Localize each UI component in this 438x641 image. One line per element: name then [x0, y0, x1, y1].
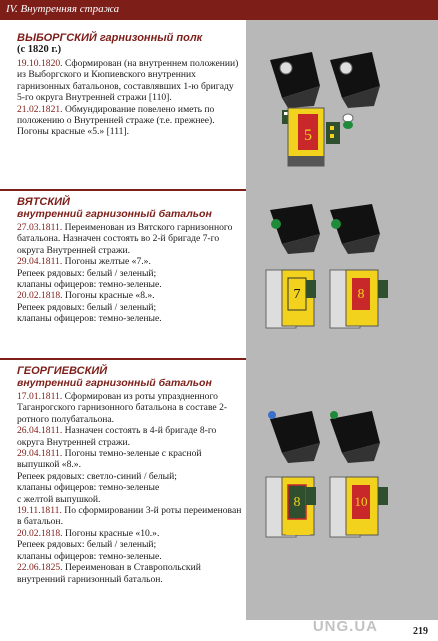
entry-line: Репеек рядовых: белый / зеленый; [17, 539, 157, 551]
entry-date: 22.06.1825. [17, 562, 63, 574]
header-title: IV. Внутренняя стража [6, 3, 120, 15]
entry [17, 505, 243, 528]
entry-text: Погоны желтые «7.». [64, 256, 151, 268]
entry-date: 26.04.1811. [17, 425, 63, 437]
entry-text: Обмундирование повелено иметь по положению о Внутренней страже (т.е. прежнее). Погоны красные «5.» [111]. [17, 103, 215, 138]
entry [17, 528, 243, 539]
epaulette-icon [288, 108, 340, 166]
entry-date: 29.04.1811. [17, 448, 63, 460]
entry [17, 391, 243, 425]
entry-text: Погоны красные «10.». [64, 527, 160, 539]
section-vyborg [17, 32, 243, 138]
section-divider [0, 189, 246, 191]
epaulette-icon [330, 270, 388, 328]
uniform-illustrations-georgievsk [262, 405, 438, 555]
shako-icon [270, 52, 320, 108]
pompon-icon [343, 114, 353, 129]
epaulette-number: 5 [304, 127, 312, 144]
epaulette-number: 8 [357, 287, 365, 302]
shako-icon [330, 204, 380, 254]
uniform-illustrations-vyatka [262, 200, 438, 335]
entry [17, 290, 243, 301]
epaulette-number: 8 [293, 495, 301, 510]
section-subtitle: внутренний гарнизонный батальон [17, 208, 212, 220]
entry-date: 27.03.1811. [17, 222, 63, 233]
entry-date: 21.02.1821. [17, 103, 63, 115]
entry-text: Погоны красные «8.». [64, 290, 155, 302]
entry-text: По сформировании 3-й роты переименован в батальон. [17, 505, 242, 528]
epaulette-number: 7 [293, 287, 301, 302]
entry [17, 58, 243, 104]
entry-text: Переименован из Вятского гарнизонного батальона. Назначен состоять во 2-й бригаде 7-го округа Внутренней стражи. [17, 222, 233, 256]
entry-line: Репеек рядовых: светло-синий / белый; [17, 470, 177, 482]
entry [17, 425, 243, 448]
entry [17, 256, 243, 267]
entry [17, 222, 243, 256]
section-vyatka [17, 196, 243, 325]
section-subtitle: внутренний гарнизонный батальон [17, 377, 212, 389]
page-number: 219 [413, 626, 428, 637]
entry-line: клапаны офицеров: темно-зеленые [17, 482, 160, 494]
entry-text: Переименован в Ставропольский внутренний гарнизонный батальон. [17, 562, 201, 585]
section-year: (с 1820 г.) [17, 44, 62, 55]
section-title: ВЫБОРГСКИЙ гарнизонный полк [17, 32, 203, 44]
entry [17, 562, 243, 585]
watermark: UNG.UA [312, 618, 378, 635]
entry-line: Репеек рядовых: белый / зеленый; [17, 301, 157, 313]
shako-icon [268, 411, 320, 463]
epaulette-icon [266, 270, 316, 328]
entry-date: 19.10.1820. [17, 58, 63, 69]
section-title: ГЕОРГИЕВСКИЙ [17, 365, 108, 377]
shako-icon [270, 204, 320, 254]
entry-date: 19.11.1811. [17, 505, 62, 517]
entry-line: клапаны офицеров: темно-зеленые. [17, 550, 162, 562]
entry-line: клапаны офицеров: темно-зеленые. [17, 279, 162, 291]
entry-date: 20.02.1818. [17, 290, 63, 302]
epaulette-number: 10 [354, 494, 368, 509]
entry [17, 448, 243, 471]
entry-date: 20.02.1818. [17, 527, 63, 539]
entry-line: с желтой выпушкой. [17, 493, 101, 505]
epaulette-icon [330, 477, 388, 537]
section-divider [0, 358, 246, 360]
text-column [0, 20, 246, 641]
entry [17, 104, 243, 138]
entry-text: Сформирован из роты упраздненного Таганрогского гарнизонного батальона в составе 2-ротного полубатальона. [17, 391, 228, 425]
entry-text: Погоны темно-зеленые с красной выпушкой «8.». [17, 448, 202, 471]
page-header [0, 0, 438, 20]
shako-icon [330, 52, 380, 108]
section-title: ВЯТСКИЙ [17, 196, 70, 208]
uniform-illustrations-vyborg [262, 38, 438, 168]
section-georgievsk [17, 365, 243, 585]
entry-text: Назначен состоять в 4-й бригаде 8-го округа Внутренней стражи. [17, 425, 217, 448]
entry-line: Репеек рядовых: белый / зеленый; [17, 267, 157, 279]
epaulette-icon [266, 477, 316, 537]
entry-date: 17.01.1811. [17, 391, 63, 402]
entry-date: 29.04.1811. [17, 256, 63, 268]
shako-icon [330, 411, 380, 463]
entry-text: Сформирован (на внутреннем положении) из Выборгского и Кюпиевского внутренних гарнизонных батальонов, составлявших 1-ю бригаду 5-го округа Внутренней стражи [110]. [17, 58, 239, 104]
entry-line: клапаны офицеров: темно-зеленые. [17, 313, 162, 325]
